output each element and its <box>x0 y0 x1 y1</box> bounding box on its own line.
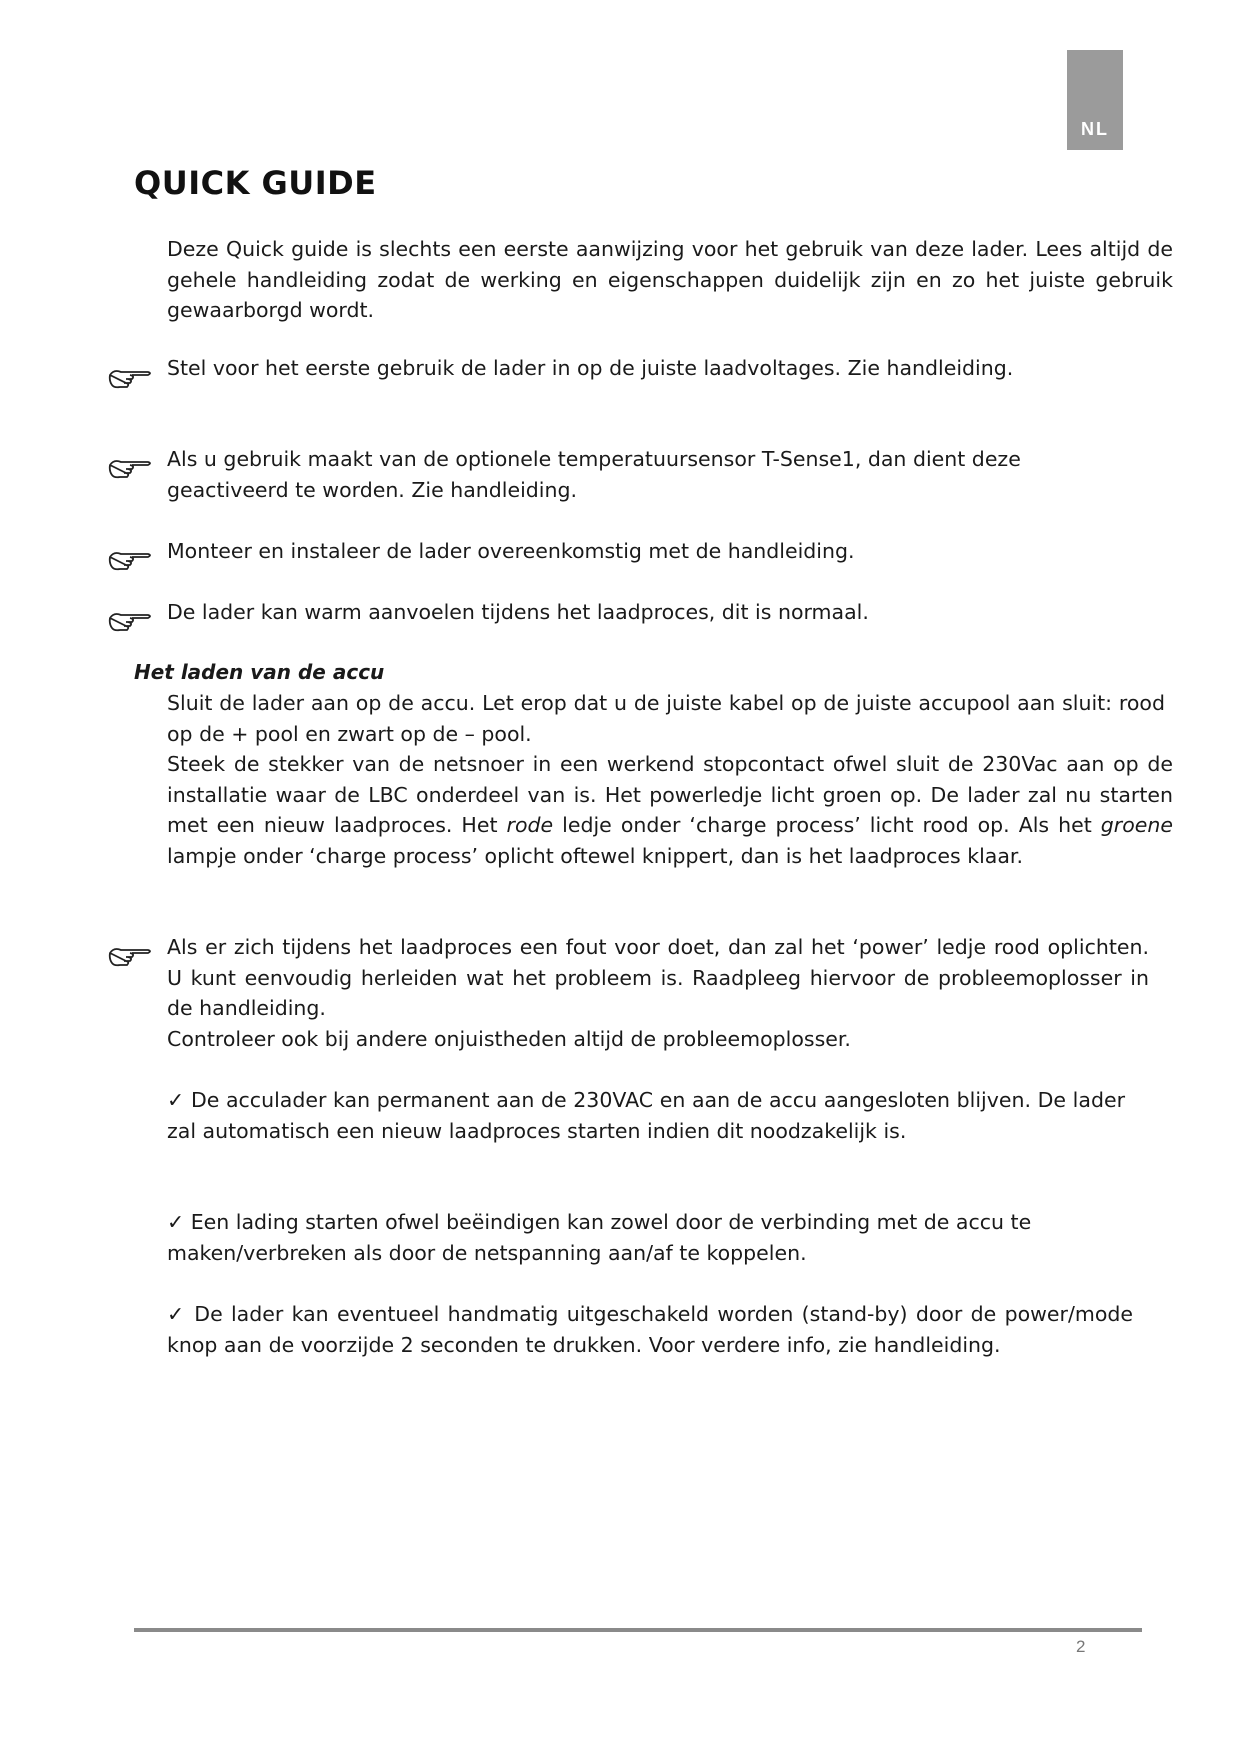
text-run: ledje onder ‘charge process’ licht rood op. Als het <box>553 813 1101 837</box>
check-item: ✓ Een lading starten ofwel beëindigen kan zowel door de verbinding met de accu te maken/verbreken als door de netspanning aan/af te koppelen. <box>167 1210 1032 1265</box>
pointing-hand-icon <box>108 366 154 392</box>
text-run: lampje onder ‘charge process’ oplicht oftewel knippert, dan is het laadproces klaar. <box>167 843 1023 868</box>
pointing-hand-icon <box>108 944 154 970</box>
charging-paragraph: Sluit de lader aan op de accu. Let erop dat u de juiste kabel op de juiste accupool aan sluit: rood op de + pool en zwart op de – pool. <box>167 691 1165 746</box>
pointing-hand-icon <box>108 456 154 482</box>
section-heading: Het laden van de accu <box>134 660 385 684</box>
check-item: ✓ De acculader kan permanent aan de 230VAC en aan de accu aangesloten blijven. De lader zal automatisch een nieuw laadproces starten indien dit noodzakelijk is. <box>167 1088 1125 1143</box>
footer-divider <box>134 1628 1142 1632</box>
page-title: QUICK GUIDE <box>134 164 377 202</box>
tip-item: Als u gebruik maakt van de optionele temperatuursensor T-Sense1, dan dient deze geactiveerd te worden. Zie handleiding. <box>167 447 1021 502</box>
error-paragraph: Als er zich tijdens het laadproces een fout voor doet, dan zal het ‘power’ ledje rood oplichten. U kunt eenvoudig herleiden wat het probleem is. Raadpleeg hiervoor de probleemoplosser in de handleiding. <box>167 935 1149 1020</box>
emphasis-red: rode <box>506 813 554 837</box>
tip-item: Stel voor het eerste gebruik de lader in op de juiste laadvoltages. Zie handleiding. <box>167 356 1014 380</box>
language-tab: NL <box>1067 50 1123 150</box>
error-paragraph-2: Controleer ook bij andere onjuistheden altijd de probleemoplosser. <box>167 1027 851 1051</box>
charging-paragraph-2 <box>167 749 1173 871</box>
tip-item: De lader kan warm aanvoelen tijdens het laadproces, dit is normaal. <box>167 600 869 624</box>
pointing-hand-icon <box>108 548 154 574</box>
tip-item: Monteer en instaleer de lader overeenkomstig met de handleiding. <box>167 539 855 563</box>
emphasis-green: groene <box>1100 813 1173 837</box>
intro-paragraph: Deze Quick guide is slechts een eerste aanwijzing voor het gebruik van deze lader. Lees altijd de gehele handleiding zodat de werking en eigenschappen duidelijk zijn en zo het juiste gebruik gewaarborgd wordt. <box>167 237 1173 322</box>
page-number: 2 <box>1076 1637 1086 1656</box>
check-item: ✓ De lader kan eventueel handmatig uitgeschakeld worden (stand-by) door de power/mode knop aan de voorzijde 2 seconden te drukken. Voor verdere info, zie handleiding. <box>167 1302 1133 1357</box>
pointing-hand-icon <box>108 609 154 635</box>
text-run: Steek de stekker van de netsnoer in een werkend stopcontact ofwel sluit de 230Vac aan op de installatie waar de LBC onderdeel van is. Het powerledje licht groen op. De lader zal nu starten met een nieuw laadproces. Het <box>167 752 1173 837</box>
